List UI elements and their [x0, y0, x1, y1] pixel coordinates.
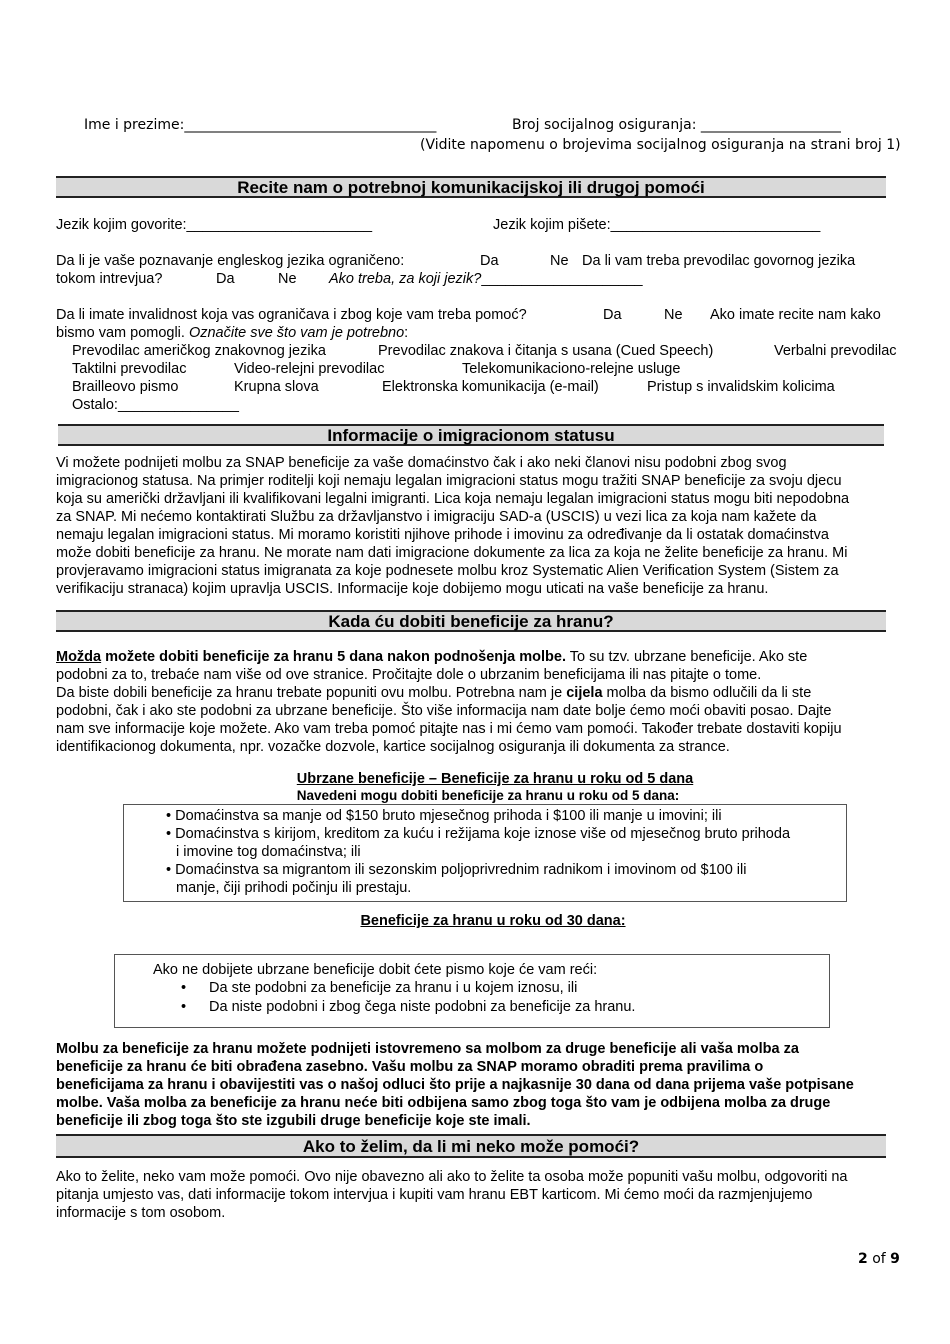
- interview-label: tokom intrevjua?: [56, 271, 163, 287]
- check-all-colon: :: [404, 325, 409, 341]
- paragraph-line: podobni za to, trebaće nam više od ove stranice. Pročitajte dole o ubrzanim beneficijama ili nas pitajte o tome.: [56, 667, 762, 683]
- ssn-field[interactable]: [512, 116, 841, 134]
- written-language-line[interactable]: __________________________: [610, 217, 821, 233]
- expedited-box: [123, 804, 847, 902]
- page-total: 9: [890, 1251, 900, 1267]
- section-communication-title: Recite nam o potrebnoj komunikacijskoj ili drugoj pomoći: [56, 176, 886, 198]
- maybe-word: Možda: [56, 649, 102, 665]
- page-of: of: [872, 1251, 886, 1267]
- thirty-day-bullet-icon: •: [181, 980, 187, 996]
- help-paragraph: [56, 1168, 910, 1222]
- paragraph-line: nam sve informacije koje možete. Ako vam treba pomoć pitajte nas i mi ćemo vam pomoći. Također trebate dostaviti kopiju: [56, 721, 842, 737]
- section-immigration-title: Informacije o imigracionom statusu: [58, 424, 884, 446]
- which-language-line[interactable]: ____________________: [481, 271, 643, 287]
- paragraph-line: koja su američki državljani ili kvalifikovani legalni imigranti. Lica koja nemaju legalan imigracioni status mogu biti nepodobna: [56, 491, 850, 507]
- thirty-day-bullet-2: Da niste podobni i zbog čega niste podobni za beneficije za hranu.: [209, 999, 636, 1015]
- option-other[interactable]: [72, 396, 239, 414]
- name-line[interactable]: ____________________________________: [184, 117, 437, 133]
- section-help-title: Ako to želim, da li mi neko može pomoći?: [56, 1134, 886, 1158]
- bold-intro: možete dobiti beneficije za hranu 5 dana nakon podnošenja molbe.: [101, 649, 566, 665]
- thirty-day-intro: Ako ne dobijete ubrzane beneficije dobit ćete pismo koje će vam reći:: [153, 962, 598, 978]
- paragraph-line: za SNAP. Mi nećemo kontaktirati Službu za državljanstvo i imigraciju SAD-a (USCIS) u vezi lica za koja nam kažete da: [56, 509, 817, 525]
- thirty-day-bullet-icon: •: [181, 999, 187, 1015]
- option-video-relay[interactable]: Video-relejni prevodilac: [234, 361, 385, 377]
- option-cued-speech[interactable]: Prevodilac znakova i čitanja s usana (Cued Speech): [378, 343, 714, 359]
- disability-if-yes: Ako imate recite nam kako: [710, 307, 881, 323]
- paragraph-line: pitanja umjesto vas, dati informacije tokom intervjua i kupiti vam hranu EBT karticom. Mi ćemo moći da razmjenjujemo: [56, 1187, 813, 1203]
- interpreter-yes-option[interactable]: Da: [216, 271, 235, 287]
- expedited-bullet-3: • Domaćinstva sa migrantom ili sezonskim poljoprivrednim radnikom i imovinom od $100 ili: [166, 862, 747, 878]
- ssn-line[interactable]: ____________________: [700, 117, 841, 133]
- option-oral-interpreter[interactable]: Verbalni prevodilac: [774, 343, 897, 359]
- paragraph-line: Vi možete podnijeti molbu za SNAP beneficije za vaše domaćinstvo čak i ako neki članovi nisu podobni zbog svog: [56, 455, 787, 471]
- expedited-bullet-3-cont: manje, čiji prihodi počinju ili prestaju.: [176, 880, 412, 896]
- option-telecom-relay[interactable]: Telekomunikaciono-relejne usluge: [462, 361, 681, 377]
- paragraph-line: identifikacionog dokumenta, npr. vozačke dozvole, kartice socijalnog osiguranja ili dokumenta za strance.: [56, 739, 730, 755]
- section-when-benefits-title: Kada ću dobiti beneficije za hranu?: [56, 610, 886, 632]
- when-benefits-paragraph: [56, 648, 910, 756]
- other-line[interactable]: _______________: [117, 397, 239, 413]
- name-field[interactable]: [84, 116, 436, 134]
- interpreter-no-option[interactable]: Ne: [278, 271, 297, 287]
- paragraph-line: informacije s tom osobom.: [56, 1205, 226, 1221]
- spoken-language-field[interactable]: [56, 216, 372, 234]
- option-braille[interactable]: Brailleovo pismo: [72, 379, 179, 395]
- english-limited-question: Da li je vaše poznavanje engleskog jezika ograničeno:: [56, 253, 405, 269]
- paragraph-line: [56, 648, 910, 666]
- immigration-paragraph: [56, 454, 910, 598]
- whole-word: cijela: [566, 685, 603, 701]
- expedited-bullet-2: • Domaćinstva s kirijom, kreditom za kuću i režijama koje iznose više od mjesečnog bruto prihoda: [166, 826, 791, 842]
- ssn-label: Broj socijalnog osiguranja:: [512, 117, 697, 133]
- spoken-language-label: Jezik kojim govorite:: [56, 217, 187, 233]
- paragraph-line: beneficije za hranu će biti obrađena zasebno. Vašu molbu za SNAP moramo obraditi prema pravilima o: [56, 1059, 764, 1075]
- ssn-note: (Vidite napomenu o brojevima socijalnog osiguranja na strani broj 1): [420, 137, 901, 153]
- check-all-text: Označite sve što vam je potrebno: [188, 325, 405, 341]
- expedited-bullet-1: • Domaćinstva sa manje od $150 bruto mjesečnog prihoda i $100 ili manje u imovini; ili: [166, 808, 722, 824]
- paragraph-line: nemaju legalan imigracioni status. Mi moramo koristiti njihove prihode i imovinu za određivanje da li ostatak domaćinstva: [56, 527, 829, 543]
- thirty-day-title: Beneficije za hranu u roku od 30 dana:: [360, 913, 626, 929]
- processing-paragraph: [56, 1040, 910, 1130]
- page-number: [858, 1250, 900, 1268]
- paragraph-line: Molbu za beneficije za hranu možete podnijeti istovremeno sa molbom za druge beneficije ali vaša molba za: [56, 1041, 799, 1057]
- paragraph-line: podobni, čak i ako ste podobni za ubrzane beneficije. Što više informacija nam date bolje ćemo moći obaviti posao. Dajte: [56, 703, 832, 719]
- intro-rest: To su tzv. ubrzane beneficije. Ako ste: [566, 649, 808, 665]
- paragraph-line: Ako to želite, neko vam može pomoći. Ovo nije obavezno ali ako to želite ta osoba može popuniti vašu molbu, odgovoriti na: [56, 1169, 848, 1185]
- option-wheelchair[interactable]: Pristup s invalidskim kolicima: [647, 379, 835, 395]
- line3-start: Da biste dobili beneficije za hranu trebate popuniti ovu molbu. Potrebna nam je: [56, 685, 567, 701]
- paragraph-line: beneficije ili zbog toga što ste izgubili druge beneficije koje ste imali.: [56, 1113, 531, 1129]
- option-tactile-interpreter[interactable]: Taktilni prevodilac: [72, 361, 187, 377]
- interpreter-language-field[interactable]: [329, 270, 643, 288]
- english-yes-option[interactable]: Da: [480, 253, 499, 269]
- expedited-title: Ubrzane beneficije – Beneficije za hranu u roku od 5 dana: [296, 771, 694, 787]
- line3-end: molba da bismo odlučili da li ste: [602, 685, 812, 701]
- thirty-day-bullet-1: Da ste podobni za beneficije za hranu i u kojem iznosu, ili: [209, 980, 578, 996]
- paragraph-line: beneficijama za hranu i obavijestiti vas o našoj odluci što prije a najkasnije 30 dana od dana prijema vaše potpisane: [56, 1077, 854, 1093]
- interpreter-question: Da li vam treba prevodilac govornog jezika: [582, 253, 856, 269]
- name-label: Ime i prezime:: [84, 117, 185, 133]
- help-text: bismo vam pomogli.: [56, 325, 185, 341]
- paragraph-line: molbe. Vaša molba za beneficije za hranu neće biti odbijena samo zbog toga što vam je odbijena molba za druge: [56, 1095, 831, 1111]
- paragraph-line: provjeravamo imigracioni status imigranata za koje podnesete molbu kroz Systematic Alien Verification System (Sistem za: [56, 563, 839, 579]
- page-current: 2: [858, 1251, 868, 1267]
- disability-no-option[interactable]: Ne: [664, 307, 683, 323]
- other-label: Ostalo:: [72, 397, 118, 413]
- paragraph-line: [56, 684, 910, 702]
- disability-question: Da li imate invalidnost koja vas ograničava i zbog koje vam treba pomoć?: [56, 307, 527, 323]
- option-large-print[interactable]: Krupna slova: [234, 379, 319, 395]
- english-no-option[interactable]: Ne: [550, 253, 569, 269]
- spoken-language-line[interactable]: _______________________: [186, 217, 373, 233]
- paragraph-line: imigracionog statusa. Na primjer roditelji koji nemaju legalan imigracioni status mogu tražiti SNAP beneficije za svoju djecu: [56, 473, 842, 489]
- option-email[interactable]: Elektronska komunikacija (e-mail): [382, 379, 599, 395]
- expedited-bullet-2-cont: i imovine tog domaćinstva; ili: [176, 844, 361, 860]
- thirty-day-box: [114, 954, 830, 1028]
- written-language-label: Jezik kojim pišete:: [493, 217, 611, 233]
- written-language-field[interactable]: [493, 216, 820, 234]
- expedited-subtitle: Navedeni mogu dobiti beneficije za hranu u roku od 5 dana:: [296, 788, 680, 803]
- help-instructions: [56, 324, 408, 342]
- paragraph-line: verifikaciju stranaca) kojim upravlja USCIS. Informacije koje dobijemo mogu uticati na vaše beneficije za hranu.: [56, 581, 769, 597]
- option-asl-interpreter[interactable]: Prevodilac američkog znakovnog jezika: [72, 343, 326, 359]
- which-language-label: Ako treba, za koji jezik?: [329, 271, 482, 287]
- paragraph-line: može dobiti beneficije za hranu. Ne morate nam dati imigracione dokumente za lica za koja ne želite beneficije za hranu. Mi: [56, 545, 848, 561]
- disability-yes-option[interactable]: Da: [603, 307, 622, 323]
